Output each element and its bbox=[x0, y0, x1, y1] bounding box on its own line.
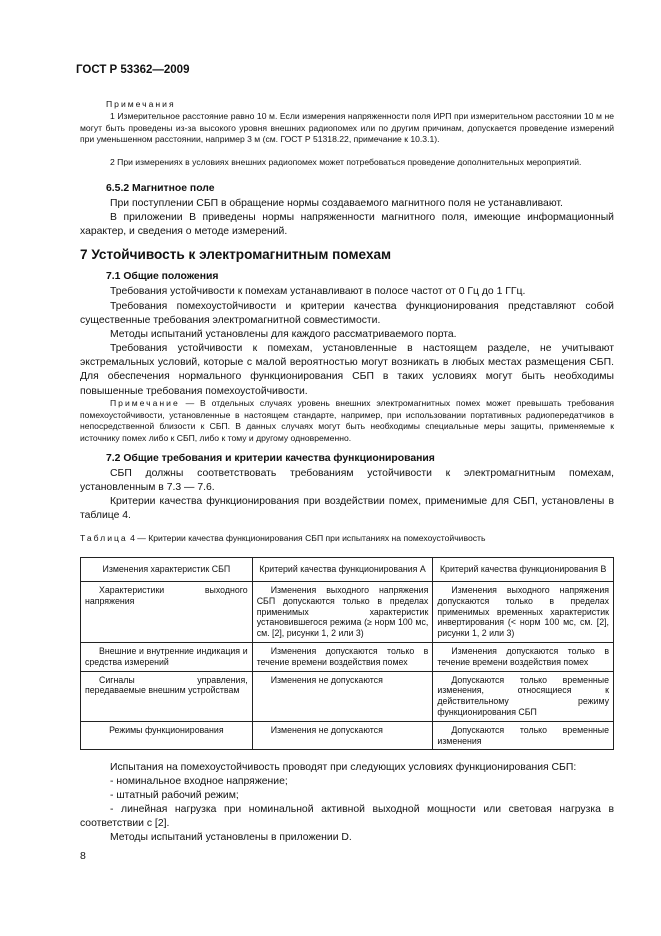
condition-item: - линейная нагрузка при номинальной активной выходной мощности или световая нагрузка в соответствии с [2]. bbox=[80, 804, 614, 830]
section-6-5-2-title: 6.5.2 Магнитное поле bbox=[106, 183, 215, 194]
condition-item: - номинальное входное напряжение; bbox=[110, 776, 288, 787]
table-cell: Режимы функционирования bbox=[81, 721, 253, 750]
table-cell: Изменения допускаются только в течение времени воздействия помех bbox=[252, 642, 433, 671]
table-cell: Допускаются только временные изменения, относящиеся к действительному режиму функционирования СБП bbox=[433, 671, 614, 721]
section-7-1-title: 7.1 Общие положения bbox=[106, 271, 219, 282]
note-1: 1 Измерительное расстояние равно 10 м. Если измерения напряженности поля ИРП при измерительном расстоянии 10 м не могут быть проведены из-за высокого уровня внешних радиопомех или по другим причинам, допускается проведение измерений при уменьшенном расстоянии, например 3 м (см. ГОСТ Р 51318.22, примечание к 10.3.1). bbox=[80, 111, 614, 145]
s71-paragraph-3: Методы испытаний установлены для каждого рассматриваемого порта. bbox=[110, 329, 457, 340]
table-header-cell: Критерий качества функционирования В bbox=[433, 558, 614, 582]
page-number: 8 bbox=[80, 850, 86, 862]
table-caption-text: 4 — Критерии качества функционирования СБП при испытаниях на помехоустойчивость bbox=[127, 533, 486, 543]
table-4 bbox=[80, 557, 614, 750]
table-row bbox=[81, 582, 614, 643]
s71-paragraph-1: Требования устойчивости к помехам устанавливают в полосе частот от 0 Гц до 1 ГГц. bbox=[110, 286, 526, 297]
conditions-intro: Испытания на помехоустойчивость проводят при следующих условиях функционирования СБП: bbox=[110, 762, 577, 773]
table-cell: Изменения выходного напряжения СБП допускаются только в пределах применимых характеристик установившегося режима (≥ норм 100 мс, см. [2], рисунки 1, 2 или 3) bbox=[252, 582, 433, 643]
table-cell: Сигналы управления, передаваемые внешним устройствам bbox=[81, 671, 253, 721]
s71-paragraph-2: Требования помехоустойчивости и критерии качества функционирования представляют собой существенные требования электромагнитной совместимости. bbox=[80, 301, 614, 327]
s71-paragraph-4: Требования устойчивости к помехам, установленные в настоящем разделе, не учитывают экстремальных условий, которые с малой вероятностью могут возникать в любых местах размещения СБП. Для обеспечения нормального функционирования СБП в таких условиях могут быть необходимы повышенные требования помехоустойчивости. bbox=[80, 343, 614, 397]
section-7-2-title: 7.2 Общие требования и критерии качества функционирования bbox=[106, 453, 435, 464]
table-4-caption bbox=[80, 533, 614, 545]
document-header: ГОСТ Р 53362—2009 bbox=[76, 64, 190, 76]
methods-reference: Методы испытаний установлены в приложении D. bbox=[110, 832, 352, 843]
note-2: 2 При измерениях в условиях внешних радиопомех может потребоваться проведение дополнительных мероприятий. bbox=[110, 157, 582, 167]
note-label: Примечание bbox=[110, 398, 180, 408]
section-7-title: 7 Устойчивость к электромагнитным помехам bbox=[80, 247, 392, 262]
s72-paragraph-2: Критерии качества функционирования при воздействии помех, применимые для СБП, установлены в таблице 4. bbox=[80, 496, 614, 522]
s72-paragraph-1: СБП должны соответствовать требованиям устойчивости к электромагнитным помехам, установленным в 7.3 — 7.6. bbox=[80, 468, 614, 494]
table-row bbox=[81, 642, 614, 671]
table-cell: Изменения не допускаются bbox=[252, 721, 433, 750]
s652-paragraph-2: В приложении В приведены нормы напряженности магнитного поля, имеющие информационный характер, и сведения о методе измерений. bbox=[80, 212, 614, 238]
table-cell: Изменения выходного напряжения допускаются только в пределах применимых временных характеристик инвертирования (< норм 100 мс, см. [2], рисунки 1, 2 или 3) bbox=[433, 582, 614, 643]
table-cell: Внешние и внутренние индикация и средства измерений bbox=[81, 642, 253, 671]
s652-paragraph-1: При поступлении СБП в обращение нормы создаваемого магнитного поля не устанавливают. bbox=[110, 198, 563, 209]
condition-item: - штатный рабочий режим; bbox=[110, 790, 239, 801]
s71-note bbox=[80, 398, 614, 444]
notes-label: Примечания bbox=[106, 99, 176, 109]
table-cell: Характеристики выходного напряжения bbox=[81, 582, 253, 643]
table-row bbox=[81, 721, 614, 750]
table-header-cell: Изменения характеристик СБП bbox=[81, 558, 253, 582]
table-cell: Изменения не допускаются bbox=[252, 671, 433, 721]
table-header-row bbox=[81, 558, 614, 582]
table-cell: Изменения допускаются только в течение времени воздействия помех bbox=[433, 642, 614, 671]
table-cell: Допускаются только временные изменения bbox=[433, 721, 614, 750]
table-caption-label: Таблица bbox=[80, 533, 128, 543]
table-header-cell: Критерий качества функционирования А bbox=[252, 558, 433, 582]
table-row bbox=[81, 671, 614, 721]
note-text: — В отдельных случаях уровень внешних электромагнитных помех может превышать требования помехоустойчивости, установленные в настоящем стандарте, например, при использовании портативных радиопередатчиков в непосредственной близости к СБП. В данных случаях могут быть необходимы специальные меры защиты, применяемые к источнику помех либо к СБП, либо к тому и другому одновременно. bbox=[80, 398, 614, 443]
